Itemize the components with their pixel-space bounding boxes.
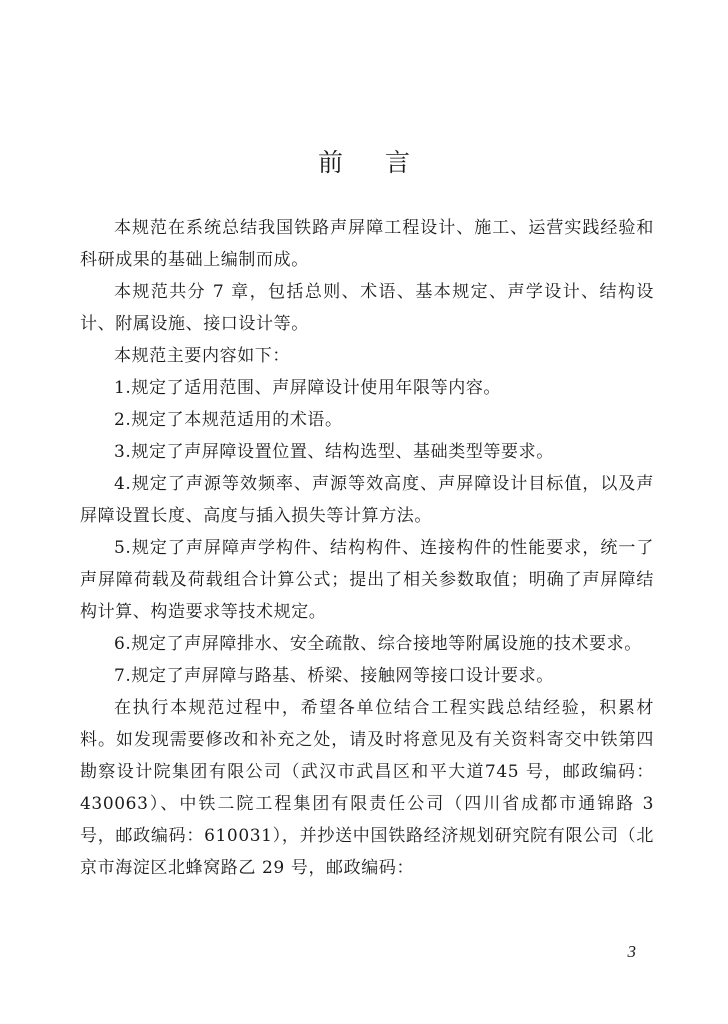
paragraph-intro: 本规范在系统总结我国铁路声屏障工程设计、施工、运营实践经验和科研成果的基础上编制而成。 <box>80 218 654 270</box>
page-title: 前言 <box>317 148 452 177</box>
list-item-4: 4.规定了声源等效频率、声源等效高度、声屏障设计目标值，以及声屏障设置长度、高度与插入损失等计算方法。 <box>80 474 654 526</box>
paragraph-feedback: 在执行本规范过程中，希望各单位结合工程实践总结经验，积累材料。如发现需要修改和补充之处，请及时将意见及有关资料寄交中铁第四勘察设计院集团有限公司（武汉市武昌区和平大道745 号，邮政编码：430063）、中铁二院工程集团有限责任公司（四川省成都市通锦路 3 号，邮政编码：610031），并抄送中国铁路经济规划研究院有限公司（北京市海淀区北蜂窝路乙 29 号，邮政编码： <box>80 698 654 878</box>
list-item-7: 7.规定了声屏障与路基、桥梁、接触网等接口设计要求。 <box>114 666 554 686</box>
list-item-6: 6.规定了声屏障排水、安全疏散、综合接地等附属设施的技术要求。 <box>114 634 642 654</box>
list-item-2: 2.规定了本规范适用的术语。 <box>114 410 343 430</box>
body-text <box>80 212 654 884</box>
paragraph-contents-heading: 本规范主要内容如下： <box>114 346 290 366</box>
page-number: 3 <box>627 942 636 961</box>
list-item-3: 3.规定了声屏障设置位置、结构选型、基础类型等要求。 <box>114 442 554 462</box>
paragraph-chapters: 本规范共分 7 章，包括总则、术语、基本规定、声学设计、结构设计、附属设施、接口设计等。 <box>80 282 654 334</box>
list-item-5: 5.规定了声屏障声学构件、结构构件、连接构件的性能要求，统一了声屏障荷载及荷载组合计算公式；提出了相关参数取值；明确了声屏障结构计算、构造要求等技术规定。 <box>80 538 654 622</box>
list-item-1: 1.规定了适用范围、声屏障设计使用年限等内容。 <box>114 378 502 398</box>
